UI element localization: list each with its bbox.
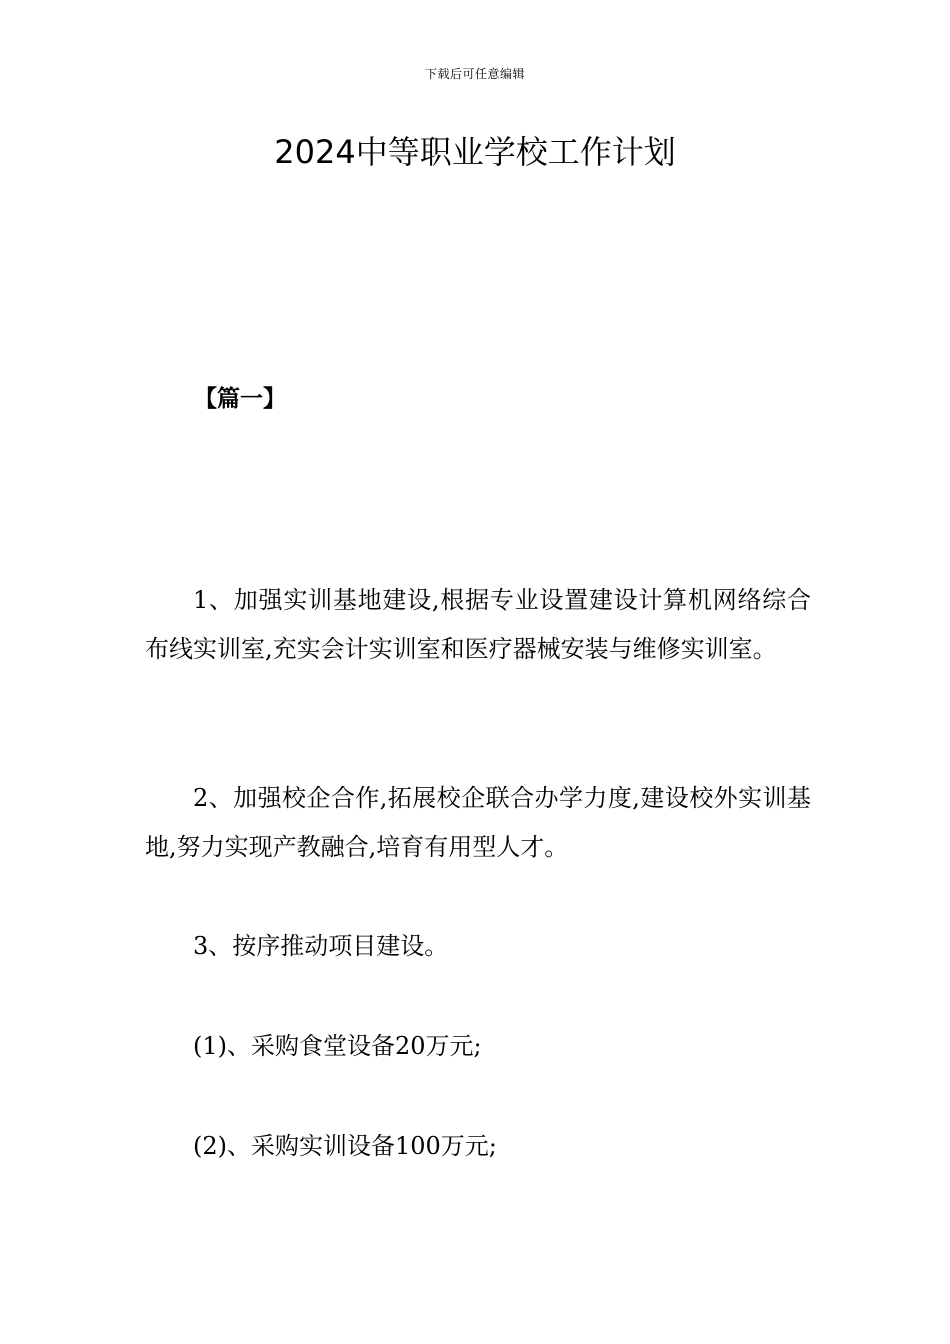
paragraph-4: (1)、采购食堂设备20万元; xyxy=(193,1032,482,1060)
paragraph-2: 2、加强校企合作,拓展校企联合办学力度,建设校外实训基地,努力实现产教融合,培育有用型人才。 xyxy=(145,784,811,861)
paragraph-1: 1、加强实训基地建设,根据专业设置建设计算机网络综合布线实训室,充实会计实训室和医疗器械安装与维修实训室。 xyxy=(145,586,811,663)
document-title: 2024中等职业学校工作计划 xyxy=(274,133,676,171)
section-label: 【篇一】 xyxy=(194,386,286,412)
paragraph-3: 3、按序推动项目建设。 xyxy=(193,932,449,960)
header-note: 下载后可任意编辑 xyxy=(424,67,525,81)
paragraph-5: (2)、采购实训设备100万元; xyxy=(193,1132,497,1160)
